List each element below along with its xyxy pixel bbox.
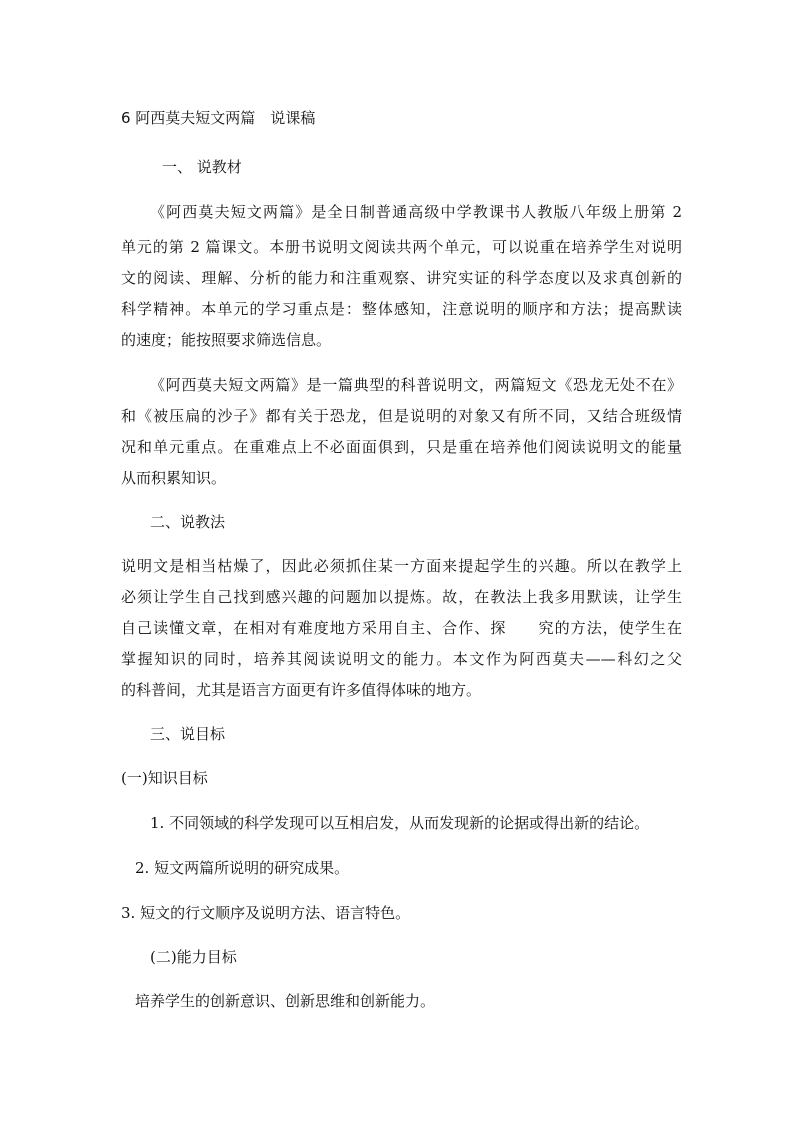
- subheading-knowledge-objectives: (一)知识目标: [121, 769, 208, 787]
- paragraph-line: 说明文是相当枯燥了，因此必须抓住某一方面来提起学生的兴趣。所以在教学上: [121, 557, 682, 575]
- paragraph-line: 单元的第 2 篇课文。本册书说明文阅读共两个单元，可以说重在培养学生对说明: [121, 238, 682, 256]
- section-heading-teaching-material: 一、 说教材: [162, 158, 242, 176]
- paragraph-line: 自己读懂文章，在相对有难度地方采用自主、合作、探 究的方法，使学生在: [121, 619, 682, 637]
- section-heading-objectives: 三、说目标: [150, 725, 226, 743]
- paragraph-line: 从而积累知识。: [121, 469, 227, 487]
- paragraph-line: 掌握知识的同时，培养其阅读说明文的能力。本文作为阿西莫夫——科幻之父: [121, 650, 682, 668]
- paragraph-line: 《阿西莫夫短文两篇》是全日制普通高级中学教课书人教版八年级上册第 2: [150, 203, 682, 221]
- paragraph-line: 的科普间，尤其是语言方面更有许多值得体味的地方。: [121, 681, 482, 699]
- list-item: 1. 不同领域的科学发现可以互相启发，从而发现新的论据或得出新的结论。: [150, 814, 650, 832]
- paragraph-line: 科学精神。本单元的学习重点是：整体感知，注意说明的顺序和方法；提高默读: [121, 300, 682, 318]
- paragraph-line: 的速度；能按照要求筛选信息。: [121, 331, 332, 349]
- list-item: 2. 短文两篇所说明的研究成果。: [135, 859, 350, 877]
- list-item: 3. 短文的行文顺序及说明方法、语言特色。: [121, 904, 411, 922]
- paragraph-line: 必须让学生自己找到感兴趣的问题加以提炼。故，在教法上我多用默读，让学生: [121, 588, 682, 606]
- subheading-ability-objectives: (二)能力目标: [150, 948, 237, 966]
- paragraph-line: 文的阅读、理解、分析的能力和注重观察、讲究实证的科学态度以及求真创新的: [121, 269, 682, 287]
- document-title: 6 阿西莫夫短文两篇 说课稿: [121, 109, 316, 127]
- paragraph-line: 《阿西莫夫短文两篇》是一篇典型的科普说明文，两篇短文《恐龙无处不在》: [150, 376, 682, 394]
- section-heading-teaching-method: 二、说教法: [150, 513, 226, 531]
- paragraph-line: 和《被压扁的沙子》都有关于恐龙，但是说明的对象又有所不同，又结合班级情: [121, 407, 682, 425]
- paragraph-line: 况和单元重点。在重难点上不必面面俱到，只是重在培养他们阅读说明文的能量: [121, 438, 682, 456]
- ability-objective-text: 培养学生的创新意识、创新思维和创新能力。: [135, 992, 436, 1010]
